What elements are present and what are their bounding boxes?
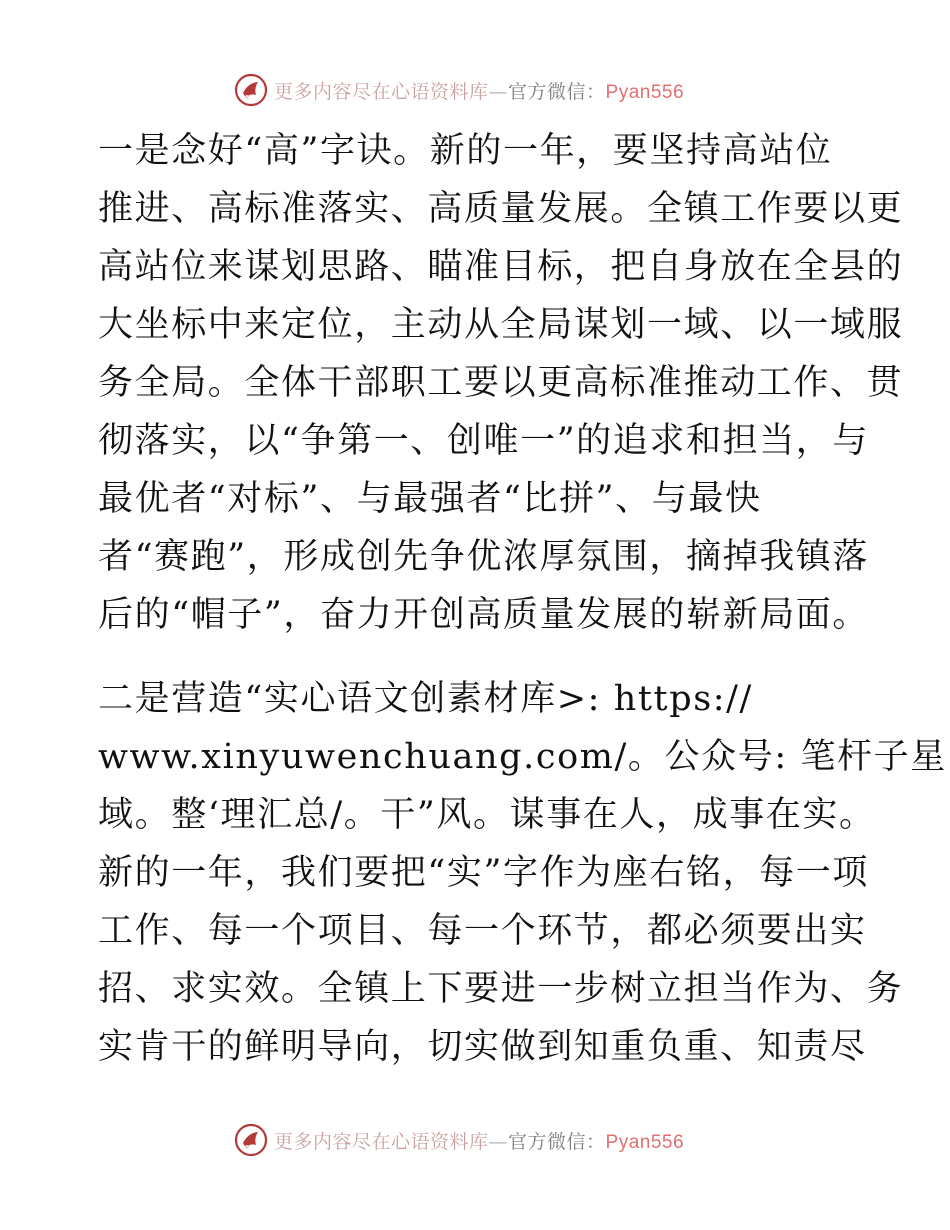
text-line: 新的一年，我们要把“实”字作为座右铭，每一项 [98, 853, 869, 893]
text-line: 实肯干的鲜明导向，切实做到知重负重、知责尽 [98, 1027, 867, 1067]
document-body [98, 122, 947, 1076]
paragraph-gap [98, 644, 858, 670]
text-line: 彻落实，以“争第一、创唯一”的追求和担当，与 [98, 421, 869, 461]
paragraph-2 [98, 670, 947, 1076]
text-line: 招、求实效。全镇上下要进一步树立担当作为、务 [98, 969, 904, 1009]
logo-icon [234, 73, 268, 107]
banner-wechat-label: 官方微信： [508, 1130, 606, 1153]
logo-icon [234, 1123, 268, 1157]
banner-wechat-label: 官方微信： [508, 80, 606, 103]
text-line: 大坐标中来定位，主动从全局谋划一域、以一域服 [98, 305, 904, 345]
text-line: 务全局。全体干部职工要以更高标准推动工作、贯 [98, 363, 904, 403]
banner-main-text: 更多内容尽在心语资料库 [274, 1130, 489, 1153]
text-line: 一是念好“高”字诀。新的一年，要坚持高站位 [98, 131, 833, 171]
paragraph-1 [98, 122, 904, 644]
banner-main-text: 更多内容尽在心语资料库 [274, 80, 489, 103]
text-line: 后的“帽子”，奋力开创高质量发展的崭新局面。 [98, 595, 869, 635]
banner-text [274, 1127, 684, 1154]
banner-wechat-id: Pyan556 [605, 81, 685, 103]
banner-dash: — [488, 1130, 509, 1153]
text-line: 高站位来谋划思路、瞄准目标，把自身放在全县的 [98, 247, 904, 287]
text-line: 最优者“对标”、与最强者“比拼”、与最快 [98, 479, 762, 519]
banner-wechat-id: Pyan556 [605, 1131, 685, 1153]
text-line: 二是营造“实心语文创素材库>: https:// [98, 679, 753, 719]
text-line: 工作、每一个项目、每一个环节，都必须要出实 [98, 911, 867, 951]
banner-text [274, 77, 684, 104]
header-banner [234, 72, 684, 108]
banner-dash: — [488, 80, 509, 103]
text-line: 者“赛跑”，形成创先争优浓厚氛围，摘掉我镇落 [98, 537, 869, 577]
text-line: www.xinyuwenchuang.com/。公众号: 笔杆子星 [98, 737, 947, 777]
footer-banner [234, 1122, 684, 1158]
text-line: 推进、高标准落实、高质量发展。全镇工作要以更 [98, 189, 904, 229]
text-line: 域。整‘理汇总/。干”风。谋事在人，成事在实。 [98, 795, 876, 835]
